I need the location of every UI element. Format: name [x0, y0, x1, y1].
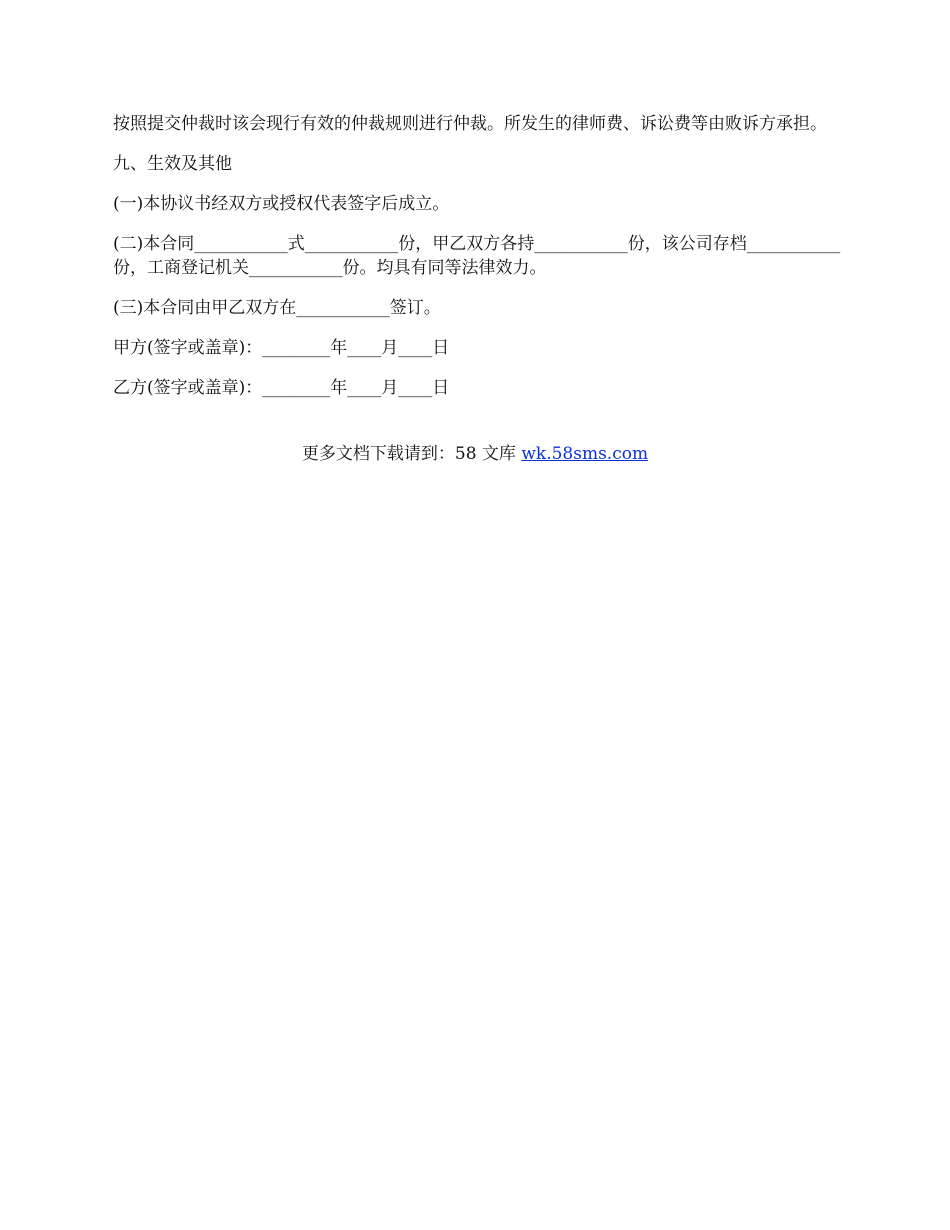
footer-link[interactable]: wk.58sms.com: [521, 444, 649, 464]
clause-one-paragraph: (一)本协议书经双方或授权代表签字后成立。: [113, 194, 450, 214]
section-heading-effect-and-other: 九、生效及其他: [113, 154, 232, 174]
footer-text: 更多文档下载请到：58 文库: [301, 444, 522, 464]
party-a-signature-line: 甲方(签字或盖章)：________年____月____日: [113, 338, 450, 358]
document-body: [113, 112, 841, 416]
download-footer: [0, 442, 950, 466]
arbitration-clause-paragraph: 按照提交仲裁时该会现行有效的仲裁规则进行仲裁。所发生的律师费、诉讼费等由败诉方承担。: [113, 114, 827, 134]
clause-three-paragraph: (三)本合同由甲乙双方在___________签订。: [113, 298, 441, 318]
party-b-signature-line: 乙方(签字或盖章)：________年____月____日: [113, 378, 450, 398]
clause-two-paragraph: (二)本合同___________式___________份，甲乙双方各持___________份，该公司存档___________份，工商登记机关___________份。均具有同等法律效力。: [113, 234, 841, 278]
